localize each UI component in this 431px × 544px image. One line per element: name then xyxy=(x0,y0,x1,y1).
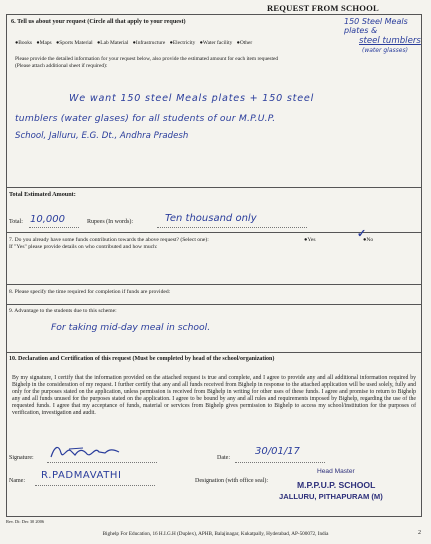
stamp-location: JALLURU, PITHAPURAM (M) xyxy=(279,492,383,501)
total-label: Total: xyxy=(9,219,23,225)
section-7 xyxy=(7,228,421,285)
section-8 xyxy=(7,285,421,305)
stamp-school-name: M.P.P.U.P. SCHOOL xyxy=(297,480,376,490)
option-electricity[interactable]: ●Electricity xyxy=(169,40,196,46)
section-10 xyxy=(7,353,421,518)
section-9 xyxy=(7,305,421,353)
option-infrastructure[interactable]: ●Infrastructure xyxy=(132,40,166,46)
request-details-line3: School, Jalluru, E.G. Dt., Andhra Pradesh xyxy=(15,131,189,141)
q6-options xyxy=(15,40,252,46)
other-answer-line2: steel tumblers xyxy=(359,36,421,46)
stamp-head-master: Head Master xyxy=(317,468,355,475)
q7-yes-option[interactable]: ●Yes xyxy=(304,237,316,243)
other-answer-line1: 150 Steel Meals plates & xyxy=(344,17,408,35)
other-answer-line3: (water glasses) xyxy=(362,47,408,54)
page-number: 2 xyxy=(418,530,421,536)
form-frame xyxy=(6,14,422,517)
signature-label: Signature: xyxy=(9,455,34,461)
revision-date: Rev. Dt: Dec 30 2006 xyxy=(6,519,45,524)
words-value[interactable]: Ten thousand only xyxy=(165,213,257,224)
q7-no-option[interactable]: ●No xyxy=(363,237,374,243)
section-6 xyxy=(7,15,421,188)
q9-question: 9. Advantage to the students due to this scheme: xyxy=(9,308,117,314)
amount-heading: Total Estimated Amount: xyxy=(9,191,76,198)
option-sports-material[interactable]: ●Sports Material xyxy=(56,40,93,46)
request-details-line1: We want 150 steel Meals plates + 150 steel xyxy=(69,93,315,104)
total-value[interactable]: 10,000 xyxy=(30,214,65,225)
words-label: Rupees (In words): xyxy=(87,219,133,225)
page-header: REQUEST FROM SCHOOL xyxy=(266,3,379,13)
name-value[interactable]: R.PADMAVATHI xyxy=(41,470,122,481)
checkmark-icon: ✓ xyxy=(357,228,367,240)
date-label: Date: xyxy=(217,455,230,461)
q6-instruction-line2: (Please attach additional sheet if required): xyxy=(15,63,108,69)
q6-instruction-line1: Please provide the detailed information for your request below, also provide the estimated amount for each item requested xyxy=(15,56,279,62)
date-value[interactable]: 30/01/17 xyxy=(255,446,300,457)
option-books[interactable]: ●Books xyxy=(15,40,33,46)
q9-answer[interactable]: For taking mid-day meal in school. xyxy=(51,322,211,333)
name-label: Name: xyxy=(9,478,25,484)
q10-heading: 10. Declaration and Certification of this request (Must be completed by head of the school/organization) xyxy=(9,356,275,362)
signature-image xyxy=(49,443,121,461)
request-details-line2: tumblers (water glases) for all students of our M.P.U.P. xyxy=(15,113,276,124)
declaration-text: By my signature, I certify that the information provided on the attached request is true and complete, and I agree to provide any and all additional information required by Bighelp in the consideration of my request. I further certify that any and all funds received from Bighelp in response to the attached application will be used solely, fully and only for the purposes stated on the application, unless permission is received from Bighelp in writing for other uses of these funds. I agree and promise to return to Bighelp any and all funds unused for the purposes stated on the application. I agree to be bound by any and all rules and requirements imposed by Bighelp, regarding the use of the requested funds. I agree that my acceptance of funds, material or services from Bighelp gives permission to Bighelp to access my school/institution for the purposes of verification, investigation and audit. xyxy=(12,375,416,416)
q7-followup: If "Yes" please provide details on who contributed and how much: xyxy=(9,244,158,250)
option-maps[interactable]: ●Maps xyxy=(36,40,52,46)
footer-address: Bighelp For Education, 16 H.I.G.H (Duplex), APHB, Balajinagar, Kukatpally, Hyderabad, AP-500072, India xyxy=(102,531,329,537)
q6-heading: 6. Tell us about your request (Circle all that apply to your request) xyxy=(11,18,186,25)
option-water-facility[interactable]: ●Water facility xyxy=(199,40,233,46)
q7-question: 7. Do you already have some funds contribution towards the above request? (Select one): xyxy=(9,237,209,243)
q8-question: 8. Please specify the time required for completion if funds are provided: xyxy=(9,289,171,295)
designation-label: Designation (with office seal): xyxy=(195,478,269,484)
option-lab-material[interactable]: ●Lab Material xyxy=(97,40,129,46)
option-other[interactable]: ●Other xyxy=(236,40,253,46)
